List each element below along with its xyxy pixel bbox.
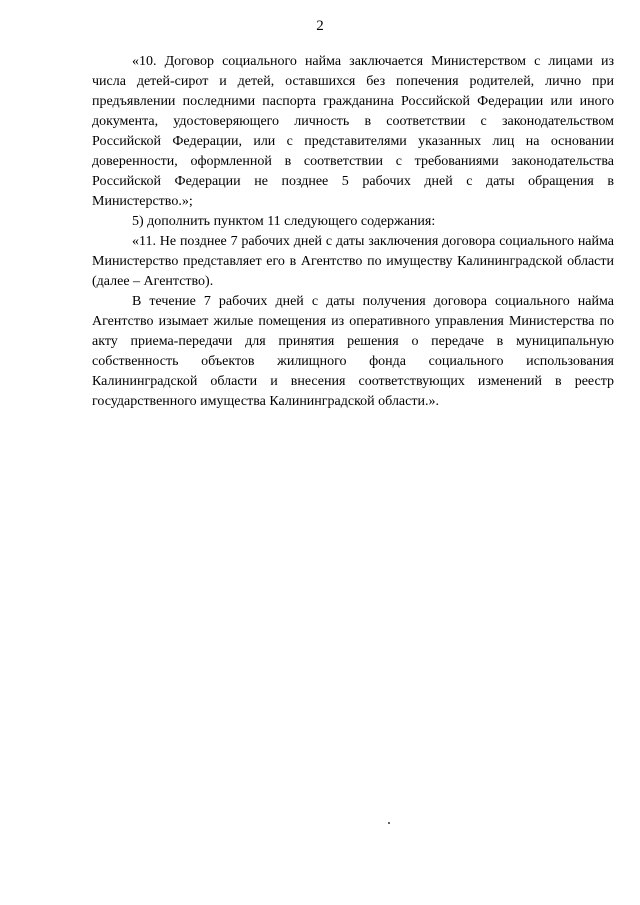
scan-speck — [388, 822, 390, 824]
paragraph-item-11-continuation: В течение 7 рабочих дней с даты получения договора социального найма Агентство изымает жилые помещения из оперативного управления Министерства по акту приема-передачи для принятия решения о передаче в муниципальную собственность объектов жилищного фонда социального использования Калининградской области и внесения соответствующих изменений в реестр государственного имущества Калининградской области.». — [92, 294, 614, 409]
page-number: 2 — [316, 18, 324, 34]
paragraph-item-10: «10. Договор социального найма заключается Министерством с лицами из числа детей-сирот и детей, оставшихся без попечения родителей, лично при предъявлении последними паспорта гражданина Российской Федерации или иного документа, удостоверяющего личность в соответствии с законодательством Российской Федерации, или с представителями указанных лиц на основании доверенности, оформленной в соответствии с требованиями законодательства Российской Федерации не позднее 5 рабочих дней с даты обращения в Министерство.»; — [92, 54, 614, 209]
paragraph-item-11: «11. Не позднее 7 рабочих дней с даты заключения договора социального найма Министерство представляет его в Агентство по имуществу Калининградской области (далее – Агентство). — [92, 234, 614, 289]
paragraph-amendment-intro: 5) дополнить пунктом 11 следующего содержания: — [132, 214, 436, 229]
document-body — [92, 52, 614, 412]
